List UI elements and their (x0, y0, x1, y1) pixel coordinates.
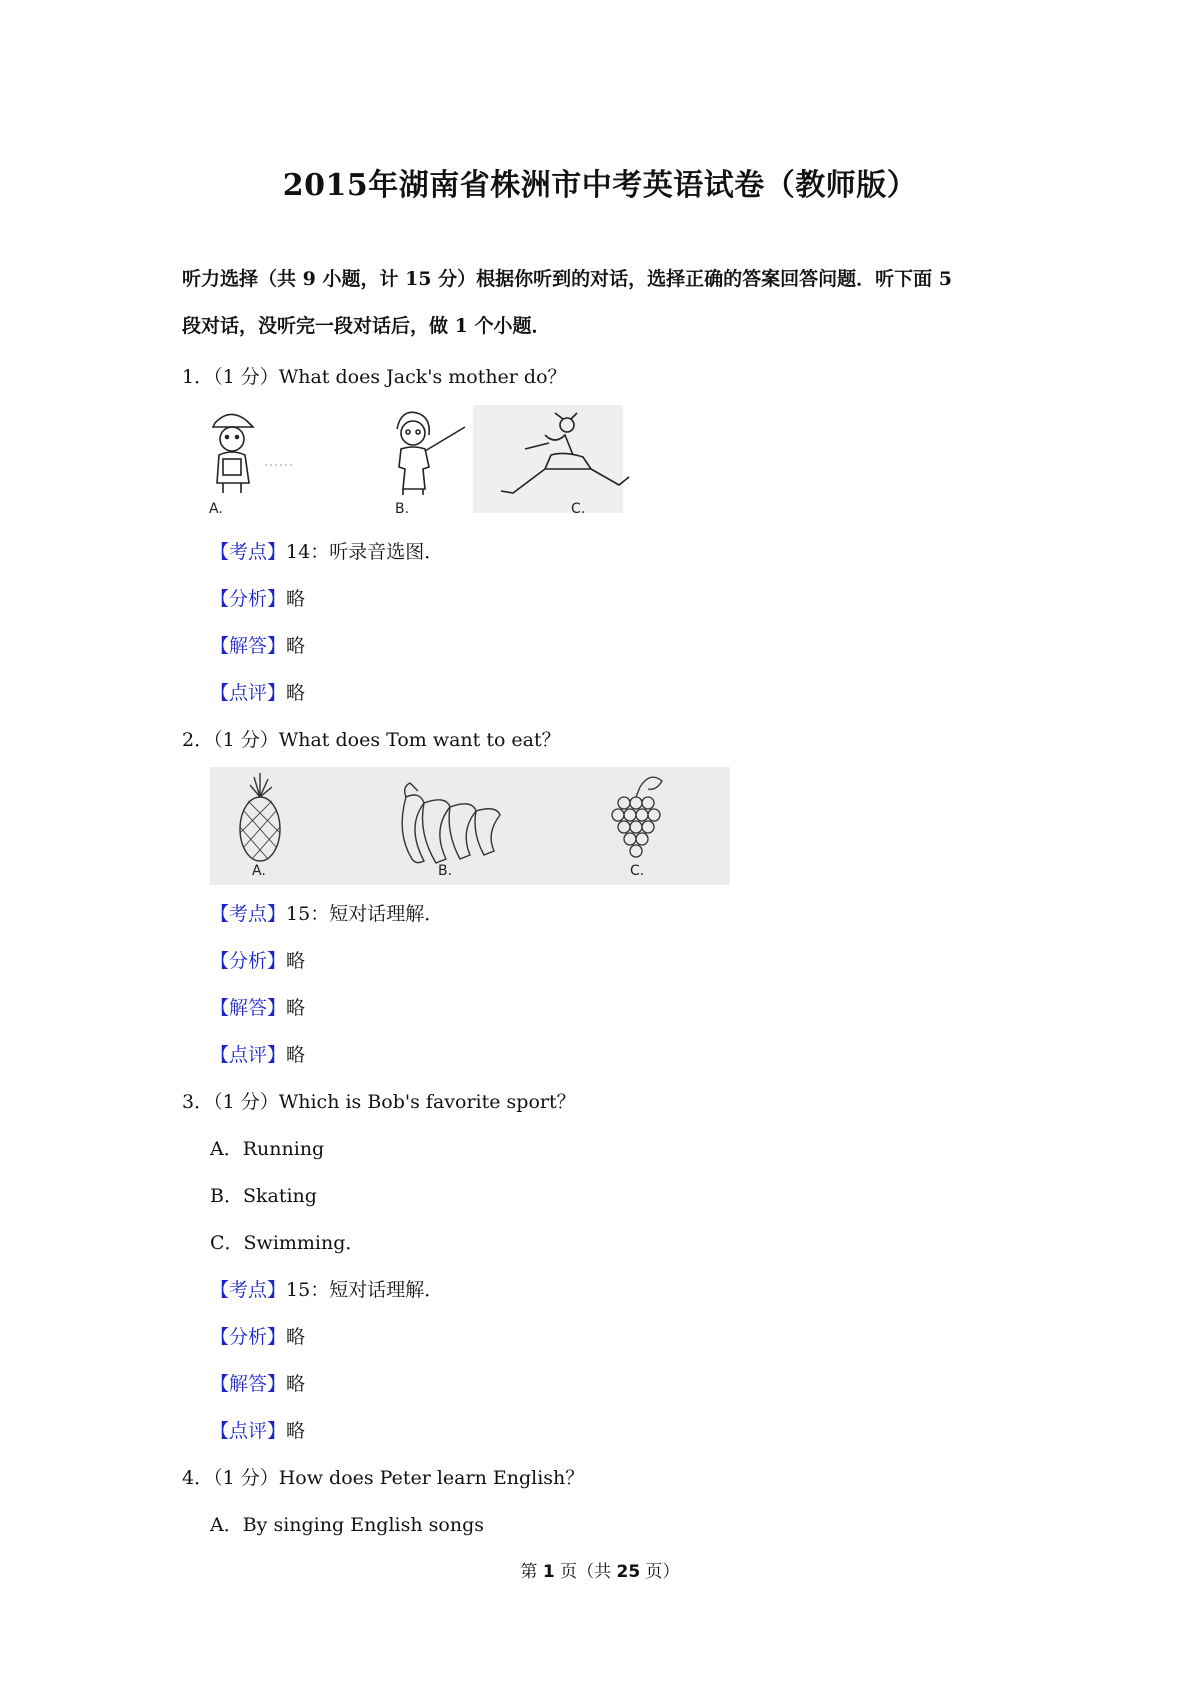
q3-jieda (210, 1371, 305, 1397)
tag-jieda: 【解答】 (210, 1373, 287, 1395)
tag-fenxi: 【分析】 (210, 588, 287, 610)
q2-fenxi-text: 略 (286, 950, 306, 972)
figure-b-teacher-icon (397, 412, 465, 495)
tag-dianping: 【点评】 (210, 1420, 287, 1442)
tag-fenxi: 【分析】 (210, 950, 287, 972)
figure-a-pineapple-icon (240, 773, 280, 861)
question-2-stem: 2．（1 分）What does Tom want to eat？ (182, 729, 561, 751)
q1-dianping-text: 略 (286, 682, 306, 704)
q2-kaodian (210, 901, 443, 927)
q1-jieda-text: 略 (286, 635, 306, 657)
footer-middle: 页（共 (554, 1562, 617, 1582)
q3-option-c: C．Swimming． (210, 1232, 365, 1254)
section-instructions-line2: 段对话，没听完一段对话后，做 1 个小题． (182, 315, 551, 337)
q3-option-b: B．Skating (210, 1185, 317, 1207)
tag-kaodian: 【考点】 (210, 541, 287, 563)
q2-dianping-text: 略 (286, 1044, 306, 1066)
figure-label-a: A. (252, 863, 266, 879)
figure-c-grapes-icon (612, 777, 662, 857)
figure-label-b: B. (395, 501, 410, 517)
question-4-stem: 4．（1 分）How does Peter learn English？ (182, 1467, 585, 1489)
q3-option-a: A．Running (210, 1138, 325, 1160)
q2-dianping (210, 1042, 305, 1068)
q2-fenxi (210, 948, 305, 974)
tag-fenxi: 【分析】 (210, 1326, 287, 1348)
q3-fenxi-text: 略 (286, 1326, 306, 1348)
q1-fenxi (210, 586, 305, 612)
tag-dianping: 【点评】 (210, 1044, 287, 1066)
footer-prefix: 第 (520, 1562, 543, 1582)
tag-jieda: 【解答】 (210, 997, 287, 1019)
q2-jieda (210, 995, 305, 1021)
footer-suffix: 页） (640, 1562, 680, 1582)
figure-label-b: B. (438, 863, 453, 879)
question-1-figure (205, 405, 685, 523)
figure-label-a: A. (209, 501, 223, 517)
tag-kaodian: 【考点】 (210, 903, 287, 925)
q1-fenxi-text: 略 (286, 588, 306, 610)
figure-a-person-icon (213, 414, 295, 493)
q3-kaodian-text: 15：短对话理解． (286, 1279, 444, 1301)
q3-kaodian (210, 1277, 443, 1303)
q2-kaodian-text: 15：短对话理解． (286, 903, 444, 925)
figure-label-c: C. (630, 863, 645, 879)
tag-kaodian: 【考点】 (210, 1279, 287, 1301)
question-3-stem: 3．（1 分）Which is Bob's favorite sport？ (182, 1091, 576, 1113)
question-1-stem: 1．（1 分）What does Jack's mother do？ (182, 366, 567, 388)
occupation-figures (205, 405, 685, 523)
fruit-figures (210, 767, 730, 885)
footer-page-number: 1 (542, 1562, 555, 1582)
figure-label-c: C. (571, 501, 586, 517)
section-instructions-line1: 听力选择（共 9 小题，计 15 分）根据你听到的对话，选择正确的答案回答问题．听下面 5 (182, 268, 952, 290)
figure-b-banana-icon (402, 783, 500, 863)
page-footer (0, 1557, 1200, 1582)
question-2-figure (210, 767, 730, 885)
tag-dianping: 【点评】 (210, 682, 287, 704)
page-title: 2015年湖南省株洲市中考英语试卷（教师版） (282, 168, 918, 203)
q1-jieda (210, 633, 305, 659)
q3-dianping-text: 略 (286, 1420, 306, 1442)
q1-kaodian-text: 14：听录音选图． (286, 541, 444, 563)
q2-jieda-text: 略 (286, 997, 306, 1019)
footer-total-pages: 25 (616, 1562, 641, 1582)
q3-fenxi (210, 1324, 305, 1350)
q4-option-a: A．By singing English songs (210, 1514, 484, 1536)
q3-jieda-text: 略 (286, 1373, 306, 1395)
q1-dianping (210, 680, 305, 706)
tag-jieda: 【解答】 (210, 635, 287, 657)
q1-kaodian (210, 539, 443, 565)
q3-dianping (210, 1418, 305, 1444)
